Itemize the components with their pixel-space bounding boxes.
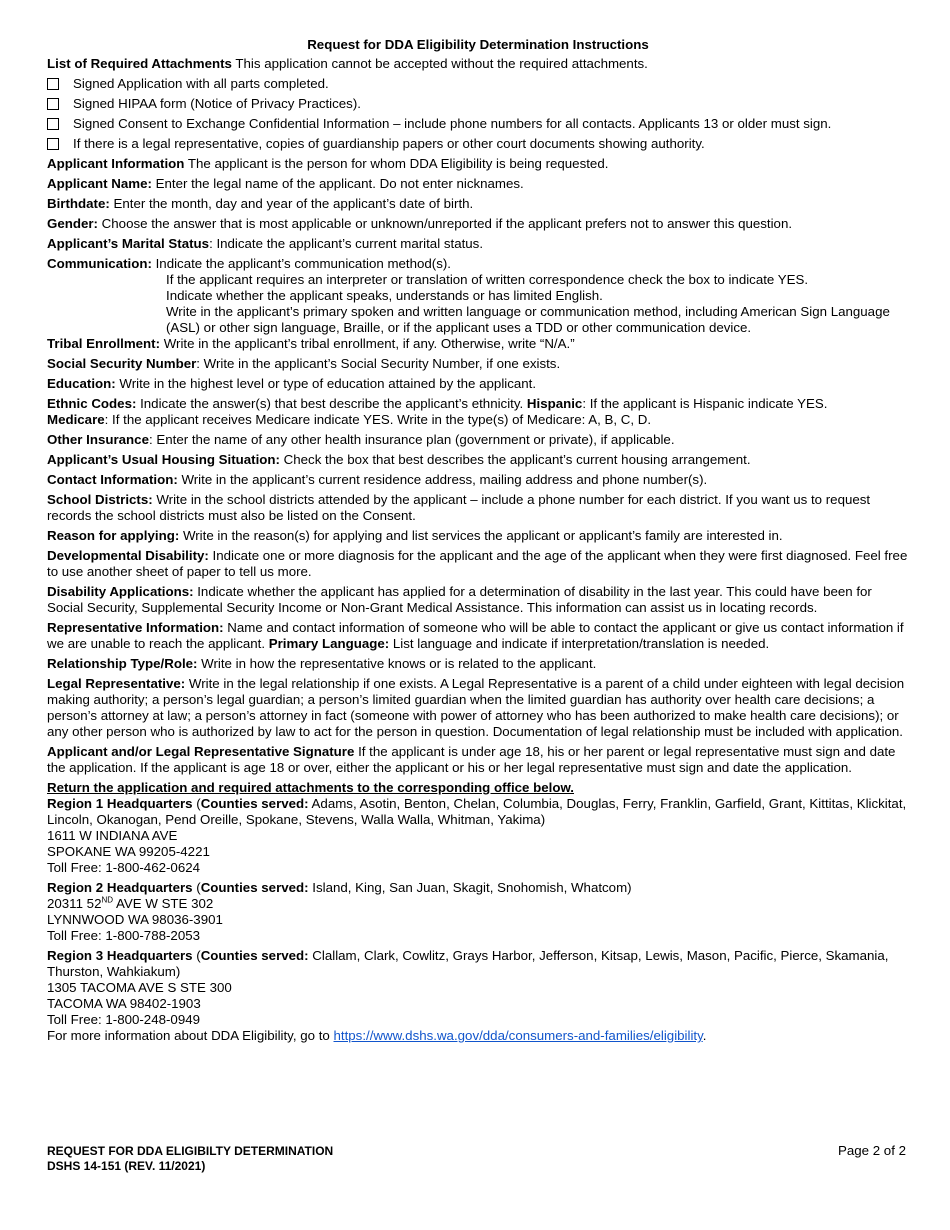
representative-instruction: Representative Information: Name and contact information of someone who will be able to contact the applicant or give us contact information if we are unable to reach the applicant. Primary Language: List language and indicate if interpretation/translation is needed. [47, 620, 904, 651]
attachment-item: Signed HIPAA form (Notice of Privacy Practices). [47, 96, 909, 112]
relationship-instruction: Relationship Type/Role: Write in how the representative knows or is related to the applicant. [47, 656, 597, 671]
attachment-item: Signed Consent to Exchange Confidential Information – include phone numbers for all contacts. Applicants 13 or older must sign. [47, 116, 909, 132]
eligibility-link[interactable]: https://www.dshs.wa.gov/dda/consumers-and-families/eligibility [333, 1028, 703, 1043]
checkbox-icon[interactable] [47, 118, 59, 130]
region-1-phone: Toll Free: 1-800-462-0624 [47, 860, 201, 875]
region-3-address: 1305 TACOMA AVE S STE 300 [47, 980, 232, 995]
signature-instruction: Applicant and/or Legal Representative Signature If the applicant is under age 18, his or her parent or legal representative must sign and date the application. If the applicant is age 18 or over, either the applicant or his or her legal representative must sign and date the application. [47, 744, 896, 775]
tribal-instruction: Tribal Enrollment: Write in the applicant’s tribal enrollment, if any. Otherwise, write “N/A.” [47, 336, 575, 351]
checkbox-icon[interactable] [47, 138, 59, 150]
region-2-block [47, 880, 909, 944]
instructions-content [47, 37, 909, 1044]
education-instruction: Education: Write in the highest level or type of education attained by the applicant. [47, 376, 537, 391]
attachments-intro: List of Required Attachments This application cannot be accepted without the required attachments. [47, 56, 648, 71]
region-3-block [47, 948, 909, 1028]
school-instruction: School Districts: Write in the school districts attended by the applicant – include a phone number for each district. If you want us to request records the school districts must also be listed on the Consent. [47, 492, 871, 523]
communication-line: If the applicant requires an interpreter or translation of written correspondence check the box to indicate YES. [166, 272, 809, 287]
reason-instruction: Reason for applying: Write in the reason(s) for applying and list services the applicant or applicant’s family are interested in. [47, 528, 783, 543]
disability-applications-instruction: Disability Applications: Indicate whether the applicant has applied for a determination of disability in the last year. This could have been for Social Security, Supplemental Security Income or Non-Grant Medical Assistance. This information can assist us in locating records. [47, 584, 872, 615]
applicant-name-instruction: Applicant Name: Enter the legal name of the applicant. Do not enter nicknames. [47, 176, 524, 191]
communication-line: Indicate whether the applicant speaks, understands or has limited English. [166, 288, 603, 303]
contact-instruction: Contact Information: Write in the applicant’s current residence address, mailing address and phone number(s). [47, 472, 708, 487]
attachments-heading: List of Required Attachments [47, 56, 232, 71]
more-info: For more information about DDA Eligibility, go to https://www.dshs.wa.gov/dda/consumers-and-families/eligibility. [47, 1028, 707, 1043]
checkbox-icon[interactable] [47, 98, 59, 110]
footer-form-title: REQUEST FOR DDA ELIGIBILTY DETERMINATION [47, 1144, 334, 1158]
region-2-phone: Toll Free: 1-800-788-2053 [47, 928, 201, 943]
legal-representative-instruction: Legal Representative: Write in the legal relationship if one exists. A Legal Representative is a parent of a child under eighteen with legal decision making authority; a person’s legal guardian; a person’s limited guardian when the limited guardian has authority over health care decisions; a person’s attorney at law; a person’s attorney in fact (someone with power of attorney who has been authorized to make health care decisions); or any other person who is authorized by law to act for the person in question. Documentation of legal relationship must be included with application. [47, 676, 905, 739]
footer-form-number: DSHS 14-151 (REV. 11/2021) [47, 1159, 206, 1173]
region-1-city: SPOKANE WA 99205-4221 [47, 844, 210, 859]
region-2-address: 20311 52ND AVE W STE 302 [47, 895, 214, 911]
birthdate-instruction: Birthdate: Enter the month, day and year of the applicant’s date of birth. [47, 196, 474, 211]
checkbox-icon[interactable] [47, 78, 59, 90]
medicare-instruction: Medicare: If the applicant receives Medicare indicate YES. Write in the type(s) of Medicare: A, B, C, D. [47, 412, 652, 427]
page-number: Page 2 of 2 [837, 1143, 906, 1158]
return-heading: Return the application and required attachments to the corresponding office below. [47, 780, 575, 795]
marital-status-instruction: Applicant’s Marital Status: Indicate the applicant’s current marital status. [47, 236, 484, 251]
ssn-instruction: Social Security Number: Write in the applicant’s Social Security Number, if one exists. [47, 356, 561, 371]
region-2-city: LYNNWOOD WA 98036-3901 [47, 912, 223, 927]
attachment-item: Signed Application with all parts completed. [47, 76, 909, 92]
communication-instruction: Communication: Indicate the applicant’s communication method(s). [47, 256, 451, 271]
other-insurance-instruction: Other Insurance: Enter the name of any other health insurance plan (government or private), if applicable. [47, 432, 675, 447]
region-3-city: TACOMA WA 98402-1903 [47, 996, 201, 1011]
region-1-block [47, 796, 909, 876]
region-1-address: 1611 W INDIANA AVE [47, 828, 178, 843]
developmental-instruction: Developmental Disability: Indicate one or more diagnosis for the applicant and the age of the applicant when they were first diagnosed. Feel free to use another sheet of paper to tell us more. [47, 548, 908, 579]
housing-instruction: Applicant’s Usual Housing Situation: Check the box that best describes the applicant’s current housing arrangement. [47, 452, 751, 467]
region-2-counties: Region 2 Headquarters (Counties served: Island, King, San Juan, Skagit, Snohomish, Whatcom) [47, 880, 632, 895]
page-title: Request for DDA Eligibility Determination Instructions [307, 37, 649, 52]
ethnic-instruction: Ethnic Codes: Indicate the answer(s) that best describe the applicant’s ethnicity. Hispanic: If the applicant is Hispanic indicate YES. [47, 396, 828, 411]
applicant-info-instruction: Applicant Information The applicant is the person for whom DDA Eligibility is being requested. [47, 156, 609, 171]
attachment-item: If there is a legal representative, copies of guardianship papers or other court documents showing authority. [47, 136, 909, 152]
region-1-counties: Region 1 Headquarters (Counties served: Adams, Asotin, Benton, Chelan, Columbia, Douglas, Ferry, Franklin, Garfield, Grant, Kittitas, Klickitat, Lincoln, Okanogan, Pend Oreille, Spokane, Stevens, Walla Walla, Whitman, Yakima) [47, 796, 907, 827]
region-3-phone: Toll Free: 1-800-248-0949 [47, 1012, 201, 1027]
communication-line: Write in the applicant’s primary spoken and written language or communication method, including American Sign Language (ASL) or other sign language, Braille, or if the applicant uses a TDD or other communication device. [166, 304, 890, 335]
gender-instruction: Gender: Choose the answer that is most applicable or unknown/unreported if the applicant prefers not to answer this question. [47, 216, 793, 231]
region-3-counties: Region 3 Headquarters (Counties served: Clallam, Clark, Cowlitz, Grays Harbor, Jefferson, Kitsap, Lewis, Mason, Pacific, Pierce, Skamania, Thurston, Wahkiakum) [47, 948, 889, 979]
footer-form-info [47, 1144, 333, 1174]
